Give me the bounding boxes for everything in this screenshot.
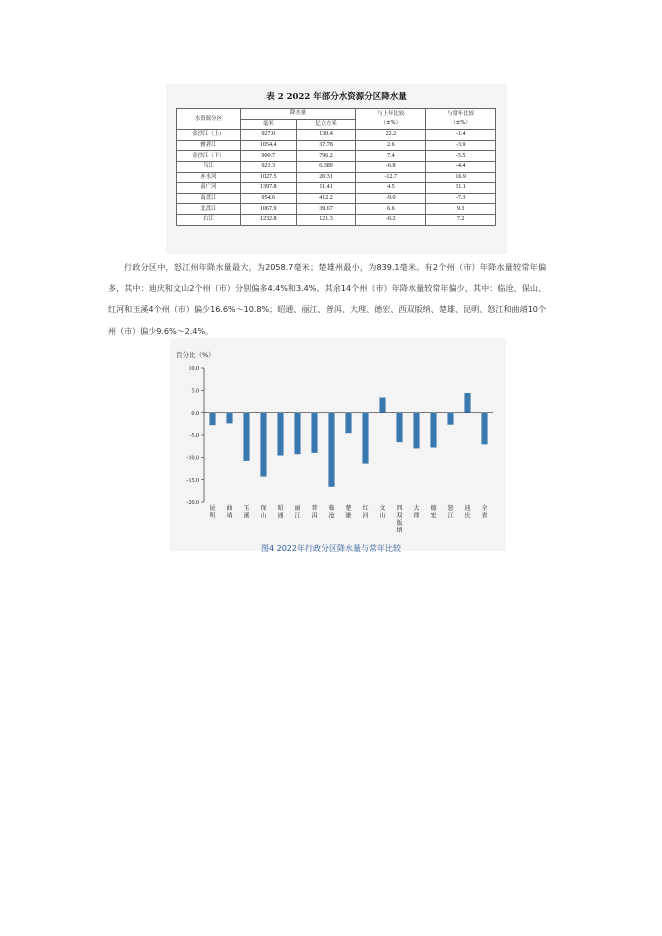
table-cell: 2.6 — [356, 140, 426, 151]
table-cell: 412.2 — [296, 193, 356, 204]
table-cell: 20.31 — [296, 172, 356, 183]
header-volume: 亿立方米 — [296, 119, 356, 130]
table-cell: 796.2 — [296, 151, 356, 162]
table-title: 表 2 2022 年部分水资源分区降水量 — [266, 92, 407, 102]
table-cell: 金沙江（上） — [177, 130, 241, 141]
bar — [396, 413, 402, 442]
bar — [430, 413, 436, 448]
table-cell: -12.7 — [356, 172, 426, 183]
x-tick-label: 曲靖 — [226, 505, 233, 520]
table-cell: 1397.8 — [240, 183, 296, 194]
table-row — [177, 204, 496, 215]
table-cell: -7.3 — [426, 193, 496, 204]
table-cell: 南广河 — [177, 183, 241, 194]
table-row — [177, 151, 496, 162]
bar — [277, 413, 283, 456]
y-tick-label: 0.0 — [191, 410, 199, 417]
table-cell: 9.3 — [426, 204, 496, 215]
table-cell: 北盘江 — [177, 204, 241, 215]
x-tick-label: 德宏 — [430, 505, 437, 520]
chart-caption: 图4 2022年行政分区降水量与常年比较 — [261, 544, 401, 553]
x-tick-label: 怒江 — [447, 505, 454, 520]
header-zone: 水资源分区 — [177, 109, 241, 130]
table-cell: 11.1 — [426, 183, 496, 194]
table-cell: 7.4 — [356, 151, 426, 162]
bar — [243, 413, 249, 461]
table-cell: 6.389 — [296, 161, 356, 172]
table-cell: 1232.8 — [240, 214, 296, 225]
x-tick-label: 迪庆 — [464, 505, 471, 520]
table-row — [177, 183, 496, 194]
x-tick-label: 保山 — [260, 505, 267, 520]
table-cell: 11.41 — [296, 183, 356, 194]
x-tick-label: 楚雄 — [345, 505, 352, 520]
table-panel — [166, 84, 507, 254]
tick-labels — [187, 366, 488, 534]
table-cell: 右江 — [177, 214, 241, 225]
x-tick-label: 昆明 — [209, 505, 216, 520]
header-vs-last-unit: （±%） — [380, 120, 402, 127]
table-row — [177, 130, 496, 141]
bars — [209, 393, 487, 487]
bar — [345, 413, 351, 434]
table-cell: 1054.4 — [240, 140, 296, 151]
header-vs-normal — [426, 109, 496, 130]
table-cell: 954.6 — [240, 193, 296, 204]
y-tick-label: -10.0 — [186, 455, 199, 462]
table-cell: 1067.9 — [240, 204, 296, 215]
table-row — [177, 172, 496, 183]
bar — [311, 413, 317, 453]
x-tick-label: 文山 — [379, 505, 386, 520]
table-cell: -3.9 — [426, 140, 496, 151]
x-tick-label: 大理 — [413, 505, 420, 520]
x-tick-label: 玉溪 — [243, 505, 250, 520]
table-cell: 900.7 — [240, 151, 296, 162]
y-tick-label: 10.0 — [188, 366, 199, 373]
table-row — [177, 193, 496, 204]
header-vs-last — [356, 109, 426, 130]
table-row — [177, 161, 496, 172]
table-cell: 赤水河 — [177, 172, 241, 183]
bar — [464, 393, 470, 413]
table-cell: 南盘江 — [177, 193, 241, 204]
precipitation-table — [176, 108, 496, 226]
table-cell: 1027.5 — [240, 172, 296, 183]
x-tick-label: 西双版纳 — [396, 505, 403, 535]
bar — [226, 413, 232, 424]
header-vs-normal-label: 与常年比较 — [447, 111, 475, 118]
x-tick-label: 丽江 — [294, 505, 301, 520]
bar — [447, 413, 453, 425]
header-mm: 毫米 — [240, 119, 296, 130]
header-precip: 降水量 — [240, 109, 356, 120]
table-cell: 121.3 — [296, 214, 356, 225]
y-tick-label: 5.0 — [191, 388, 199, 395]
table-cell: 金沙江（下） — [177, 151, 241, 162]
bar — [209, 413, 215, 426]
x-tick-label: 普洱 — [311, 505, 318, 520]
table-cell: 921.3 — [240, 161, 296, 172]
bar — [362, 413, 368, 464]
table-cell: -1.4 — [426, 130, 496, 141]
y-tick-label: -20.0 — [186, 500, 199, 507]
header-vs-normal-unit: （±%） — [450, 120, 471, 127]
bar — [294, 413, 300, 455]
table-cell: -0.2 — [356, 214, 426, 225]
table-cell: 22.2 — [356, 130, 426, 141]
table-cell: 6.6 — [356, 204, 426, 215]
bar — [379, 397, 385, 412]
table-cell: 7.2 — [426, 214, 496, 225]
y-tick-label: -5.0 — [189, 433, 199, 440]
table-cell: -5.5 — [426, 151, 496, 162]
table-cell: 927.0 — [240, 130, 296, 141]
x-tick-label: 昭通 — [277, 505, 284, 520]
table-cell: 37.78 — [296, 140, 356, 151]
table-cell: 39.67 — [296, 204, 356, 215]
table-cell: 雅砻江 — [177, 140, 241, 151]
table-row — [177, 214, 496, 225]
body-paragraph: 行政分区中，怒江州年降水量最大，为2058.7毫米；楚雄州最小，为839.1毫米。有2个州（市）年降水量较常年偏多，其中：迪庆和文山2个州（市）分别偏多4.4%和3.4%。其余14个州（市）年降水量较常年偏少，其中：临沧、保山、红河和玉溪4个州（市）偏少16.6%～10.8%；昭通、丽江、普洱、大理、德宏、西双版纳、楚雄、昆明、怒江和曲靖10个州（市）偏少9.6%～2.4%。 — [108, 262, 546, 336]
table-cell: 130.4 — [296, 130, 356, 141]
table-cell: -9.0 — [356, 193, 426, 204]
bar — [328, 413, 334, 487]
x-tick-label: 临沧 — [328, 505, 335, 520]
x-tick-label: 全省 — [481, 505, 488, 520]
precipitation-bar-chart — [170, 338, 506, 551]
y-axis-label: 百分比（%） — [176, 351, 215, 359]
bar — [481, 413, 487, 445]
table-cell: 乌江 — [177, 161, 241, 172]
chart-panel — [170, 338, 506, 551]
table-row — [177, 140, 496, 151]
header-vs-last-label: 与上年比较 — [377, 111, 405, 118]
x-tick-label: 红河 — [362, 505, 369, 520]
table-cell: -4.4 — [426, 161, 496, 172]
bar — [260, 413, 266, 477]
y-tick-label: -15.0 — [186, 477, 199, 484]
table-cell: -6.8 — [356, 161, 426, 172]
bar — [413, 413, 419, 449]
table-cell: 4.5 — [356, 183, 426, 194]
table-cell: 16.9 — [426, 172, 496, 183]
